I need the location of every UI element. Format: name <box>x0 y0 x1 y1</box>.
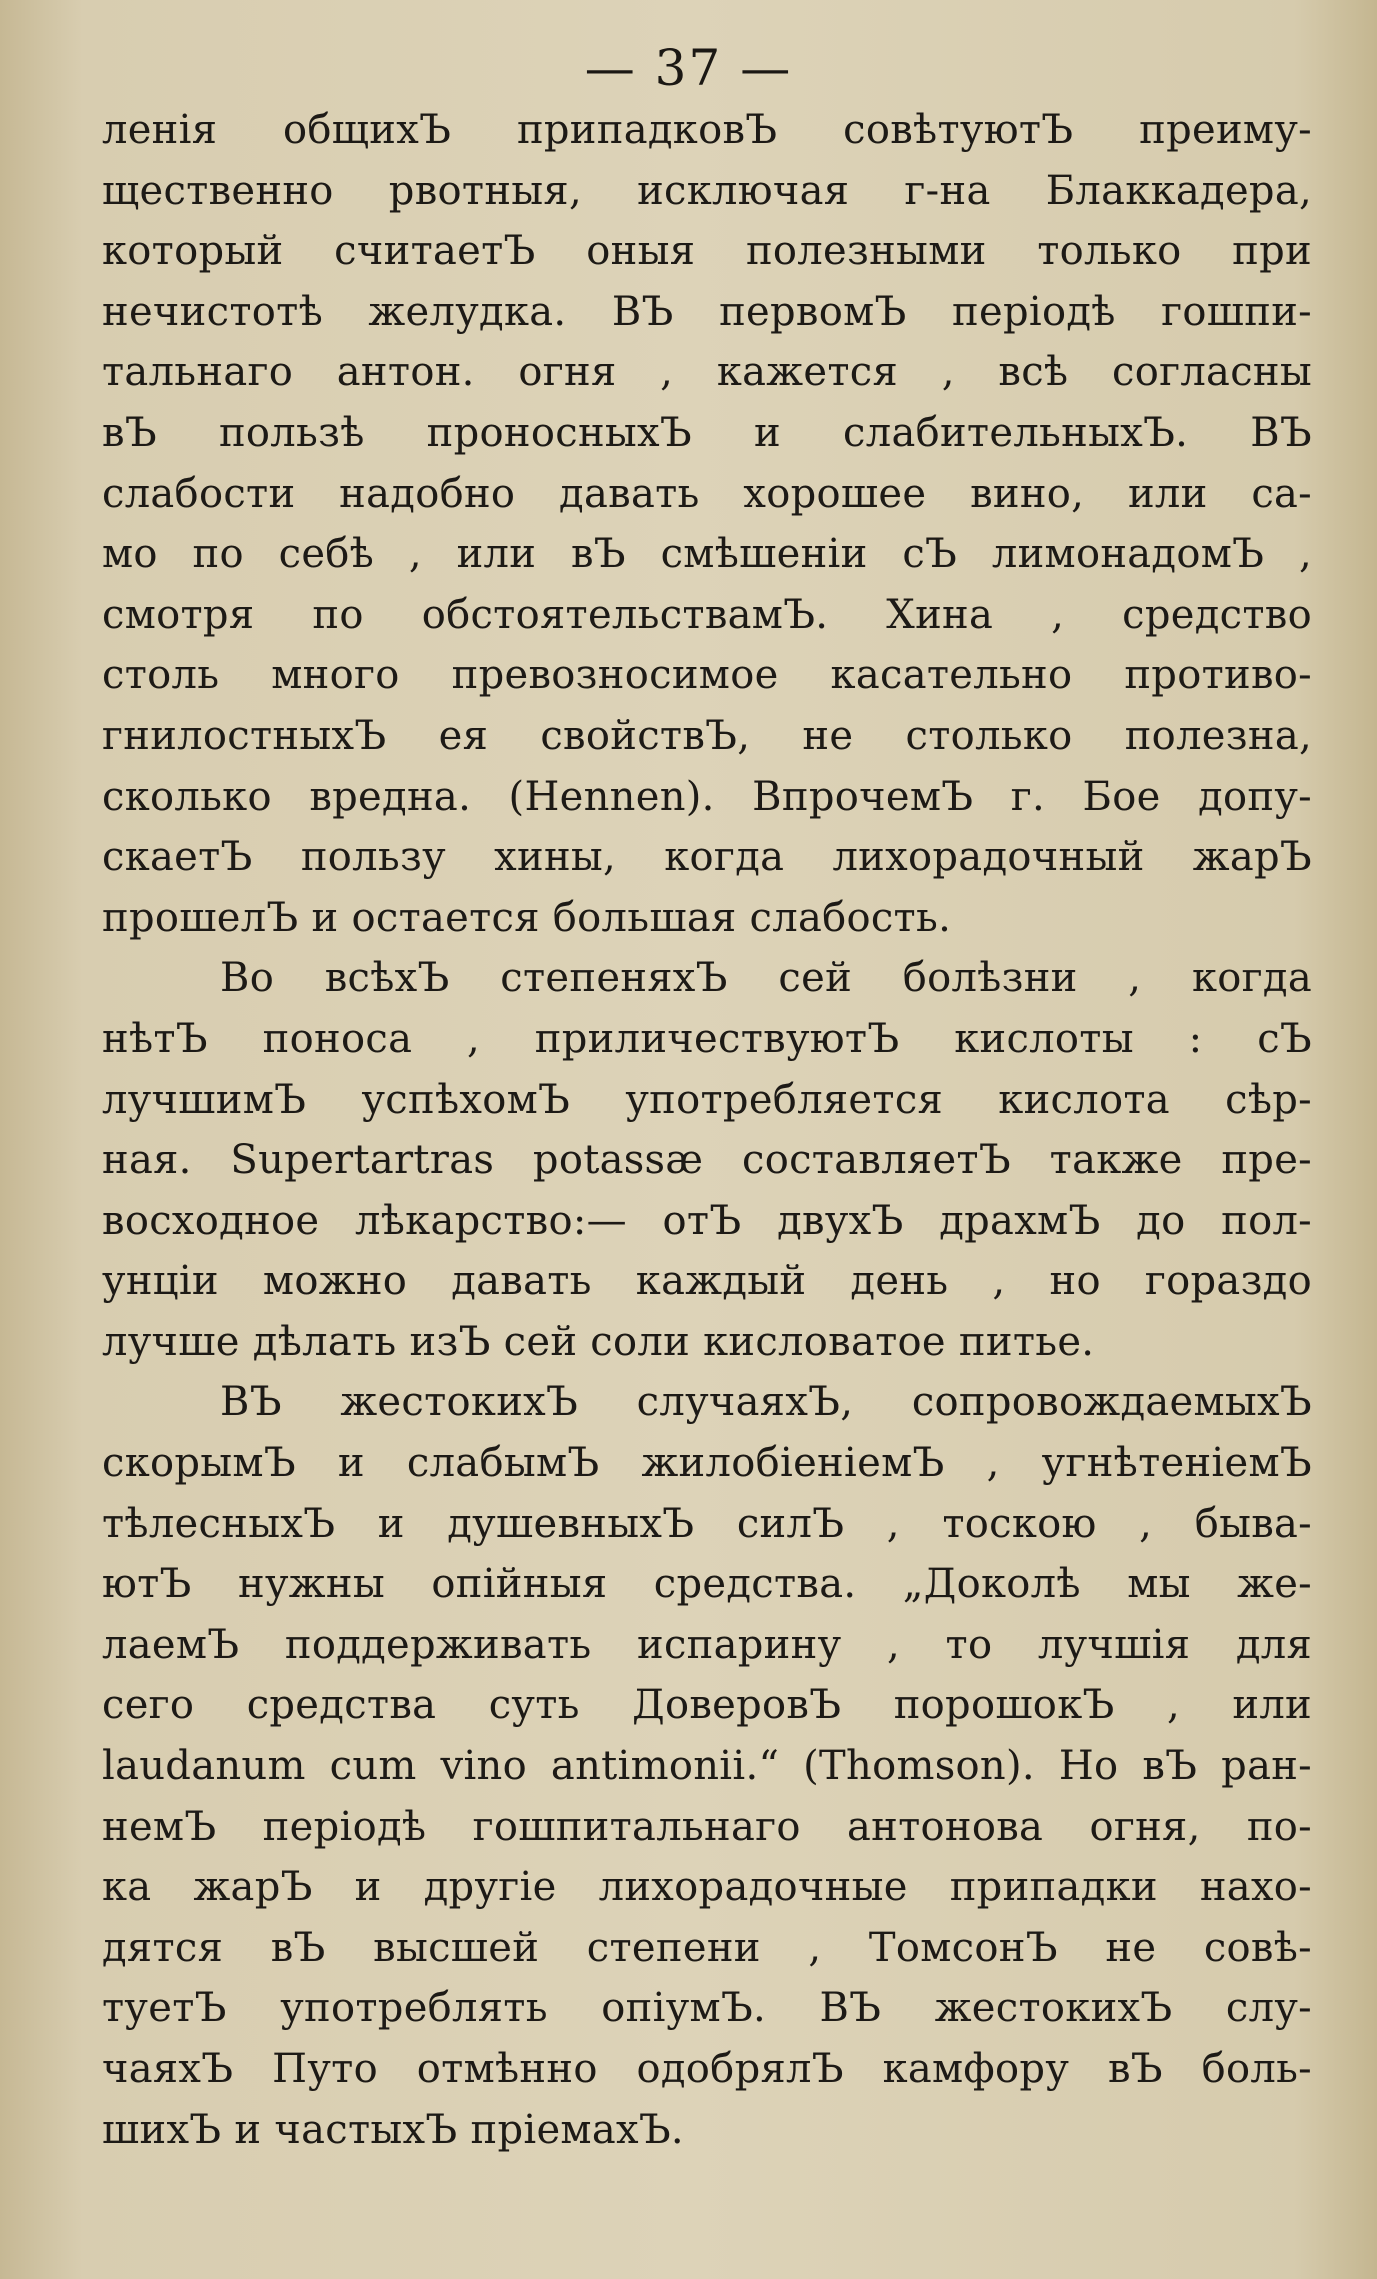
text-line: скорымЪ и слабымЪ жилобіеніемЪ , угнѣтеніемЪ <box>102 1440 1312 1487</box>
text-line: сего средства суть ДоверовЪ порошокЪ , или <box>102 1682 1312 1729</box>
text-line: унціи можно давать каждый день , но гораздо <box>102 1258 1312 1305</box>
text-line: мо по себѣ , или вЪ смѣшеніи сЪ лимонадомЪ , <box>102 531 1312 578</box>
paragraph-1 <box>102 100 1312 948</box>
text-line: восходное лѣкарство:— отЪ двухЪ драхмЪ до пол- <box>102 1197 1312 1244</box>
text-line: ка жарЪ и другіе лихорадочные припадки нахо- <box>102 1864 1312 1911</box>
paragraph-3 <box>102 1372 1312 2160</box>
text-line: шихЪ и частыхЪ пріемахЪ. <box>102 2106 684 2153</box>
text-line: ная. Supertartras potassæ составляетЪ также пре- <box>102 1137 1312 1184</box>
text-line: Во всѣхЪ степеняхЪ сей болѣзни , когда <box>220 955 1312 1002</box>
text-line: слабости надобно давать хорошее вино, или са- <box>102 470 1312 517</box>
page-number: — 37 — <box>584 39 793 97</box>
text-line: смотря по обстоятельствамЪ. Хина , средство <box>102 591 1312 638</box>
text-line: сколько вредна. (Hennen). ВпрочемЪ г. Бое допу- <box>102 773 1312 820</box>
text-line: laudanum cum vino antimonii.“ (Thomson). Но вЪ ран- <box>102 1743 1312 1790</box>
text-line: ютЪ нужны опійныя средства. „Доколѣ мы же- <box>102 1561 1312 1608</box>
text-line: чаяхЪ Путо отмѣнно одобрялЪ камфору вЪ боль- <box>102 2046 1312 2092</box>
text-line: ленія общихЪ припадковЪ совѣтуютЪ преиму- <box>102 107 1312 153</box>
text-line: ВЪ жестокихЪ случаяхЪ, сопровождаемыхЪ <box>220 1379 1312 1426</box>
text-line: вЪ пользѣ проносныхЪ и слабительныхЪ. ВЪ <box>102 409 1312 456</box>
text-line: лучше дѣлать изЪ сей соли кисловатое питье. <box>102 1318 1095 1365</box>
text-line: немЪ періодѣ гошпитальнаго антонова огня, по- <box>102 1803 1312 1850</box>
text-line: лаемЪ поддерживать испарину , то лучшія для <box>102 1621 1312 1668</box>
text-line: нечистотѣ желудка. ВЪ первомЪ періодѣ гошпи- <box>102 288 1312 335</box>
text-line: тѣлесныхЪ и душевныхЪ силЪ , тоскою , быва- <box>102 1500 1312 1547</box>
text-line: туетЪ употреблять опіумЪ. ВЪ жестокихЪ слу- <box>102 1985 1312 2032</box>
body-text <box>102 100 1312 2160</box>
text-line: лучшимЪ успѣхомЪ употребляется кислота сѣр- <box>102 1076 1312 1123</box>
text-line: дятся вЪ высшей степени , ТомсонЪ не совѣ- <box>102 1924 1312 1971</box>
paragraph-2 <box>102 948 1312 1372</box>
text-line: который считаетЪ оныя полезными только при <box>102 228 1312 275</box>
text-line: прошелЪ и остается большая слабость. <box>102 894 952 941</box>
text-line: тальнаго антон. огня , кажется , всѣ согласны <box>102 349 1312 396</box>
text-line: нѣтЪ поноса , приличествуютЪ кислоты : сЪ <box>102 1015 1312 1062</box>
text-line: столь много превозносимое касательно противо- <box>102 652 1312 699</box>
text-line: щественно рвотныя, исключая г-на Блаккадера, <box>102 167 1312 214</box>
text-line: скаетЪ пользу хины, когда лихорадочный жарЪ <box>102 834 1312 881</box>
text-line: гнилостныхЪ ея свойствЪ, не столько полезна, <box>102 712 1312 759</box>
